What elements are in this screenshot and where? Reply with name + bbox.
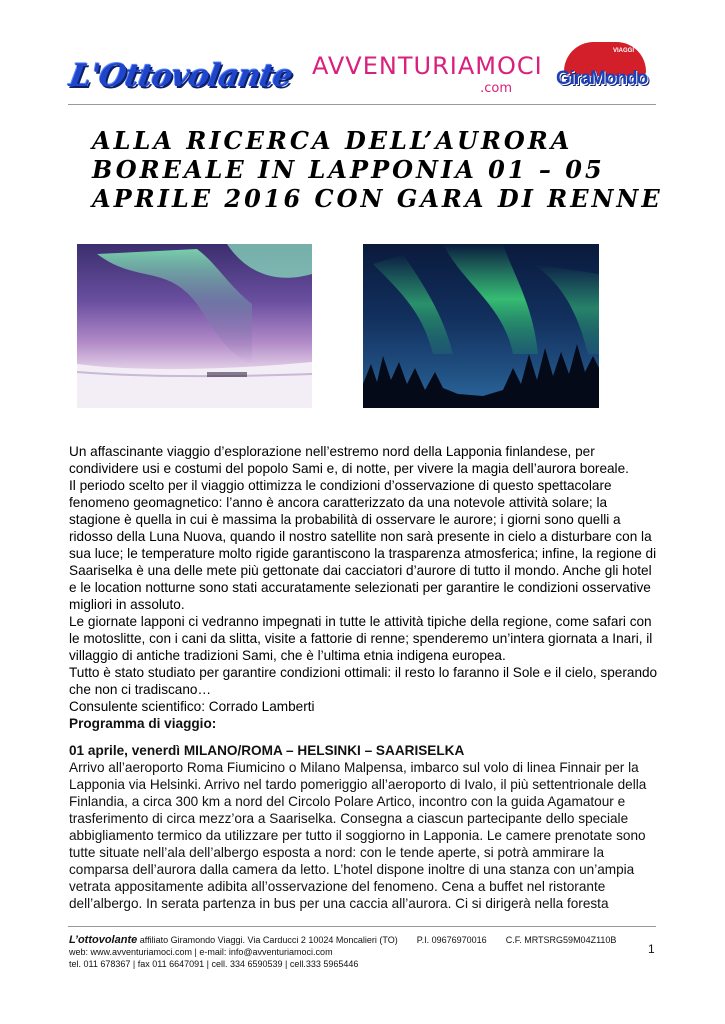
header-divider xyxy=(68,104,656,105)
day-1-heading: 01 aprile, venerdì MILANO/ROMA – HELSINKI – SAARISELKA xyxy=(69,743,465,758)
page-title xyxy=(92,126,672,213)
intro-text xyxy=(69,443,659,715)
intro-paragraph-1: Un affascinante viaggio d’esplorazione nell’estremo nord della Lapponia finlandese, per condividere usi e costumi del popolo Sami e, di notte, per vivere la magia dell’aurora boreale. xyxy=(69,444,629,476)
page-number: 1 xyxy=(648,942,655,956)
footer-phones: tel. 011 678367 | fax 011 6647091 | cell. 334 6590539 | cell.333 5965446 xyxy=(69,959,359,969)
title-line-2: BOREALE IN LAPPONIA 01 – 05 xyxy=(92,155,605,184)
footer-cf: C.F. MRTSRG59M04Z110B xyxy=(505,935,617,945)
avventuriamoci-logo xyxy=(312,52,543,102)
ottovolante-logo xyxy=(66,52,295,102)
giramondo-badge-text: VIAGGI xyxy=(612,48,634,54)
title-line-1: ALLA RICERCA DELL’AURORA xyxy=(92,126,573,155)
ottovolante-logo-text: L'Ottovolante xyxy=(66,58,295,94)
aurora-photo-snowfield-art xyxy=(77,244,312,408)
avventuriamoci-logo-domain: .com xyxy=(480,81,512,96)
intro-paragraph-3: Le giornate lapponi ci vedranno impegnati in tutte le attività tipiche della regione, come safari con le motoslitte, con i cani da slitta, visite a fattorie di renne; spenderemo un’intera giornata a Inari, il villaggio di antiche tradizioni Sami, che è l’ultima etnia indigena europea. xyxy=(69,614,653,663)
footer-brand: L’ottovolante xyxy=(69,934,138,946)
footer-piva: P.I. 09676970016 xyxy=(416,935,487,945)
avventuriamoci-logo-text: AVVENTURIAMOCI xyxy=(312,52,543,80)
footer-divider xyxy=(68,926,656,927)
footer-affiliate: affiliato Giramondo Viaggi. xyxy=(139,935,245,945)
intro-paragraph-4: Tutto è stato studiato per garantire condizioni ottimali: il resto lo faranno il Sole e il cielo, sperando che non ci tradiscano… xyxy=(69,665,658,697)
footer-web-email: web: www.avventuriamoci.com | e-mail: info@avventuriamoci.com xyxy=(69,947,333,957)
day-1-text: Arrivo all’aeroporto Roma Fiumicino o Milano Malpensa, imbarco sul volo di linea Finnair per la Lapponia via Helsinki. Arrivo nel tardo pomeriggio all’aeroporto di Ivalo, il più settentrionale della Finlandia, a circa 300 km a nord del Circolo Polare Artico, incontro con la guida Agamatour e trasferimento di circa mezz’ora a Saariselka. Consegna a ciascun partecipante dello speciale abbigliamento termico da utilizzare per tutto il soggiorno in Lapponia. Le camere prenotate sono tutte situate nell’ala dell’albergo esposta a nord: con le tende aperte, si potrà ammirare la comparsa dell’aurora dalla camera da letto. L’hotel dispone inoltre di una stanza con un’ampia vetrata appositamente adibita all’osservazione del fenomeno. Cena a buffet nel ristorante dell’albergo. In serata partenza in bus per una caccia all’aurora. Ci si dirigerà nella foresta xyxy=(69,760,647,911)
aurora-photo-snowfield xyxy=(77,244,312,408)
aurora-photo-forest-art xyxy=(363,244,599,408)
giramondo-logo xyxy=(556,42,656,102)
aurora-photo-forest xyxy=(363,244,599,408)
footer-line-1 xyxy=(69,934,629,946)
intro-paragraph-2: Il periodo scelto per il viaggio ottimizza le condizioni d’osservazione di questo spettacolare fenomeno geomagnetico: l’anno è ancora caratterizzato da una notevole attività solare; la stagione è quella in cui è massima la probabilità di osservare le aurore; i giorni sono quelli a ridosso della Luna Nuova, quando il nostro satellite non sarà presente in cielo a disturbare con la sua luce; le temperature molto rigide garantiscono la trasparenza atmosferica; infine, la regione di Saariselka è una delle mete più gettonate dai cacciatori d’aurore di tutto il mondo. Anche gli hotel e le location notturne sono stati accuratamente selezionati per garantire le condizioni osservative migliori in assoluto. xyxy=(69,478,657,612)
footer-address: Via Carducci 2 10024 Moncalieri (TO) xyxy=(247,935,398,945)
giramondo-logo-text: GiraMondo xyxy=(556,68,648,89)
intro-consultant: Consulente scientifico: Corrado Lamberti xyxy=(69,699,315,714)
footer xyxy=(69,934,629,970)
program-heading: Programma di viaggio: xyxy=(69,716,217,731)
title-line-3: APRILE 2016 CON GARA DI RENNE xyxy=(92,184,663,213)
